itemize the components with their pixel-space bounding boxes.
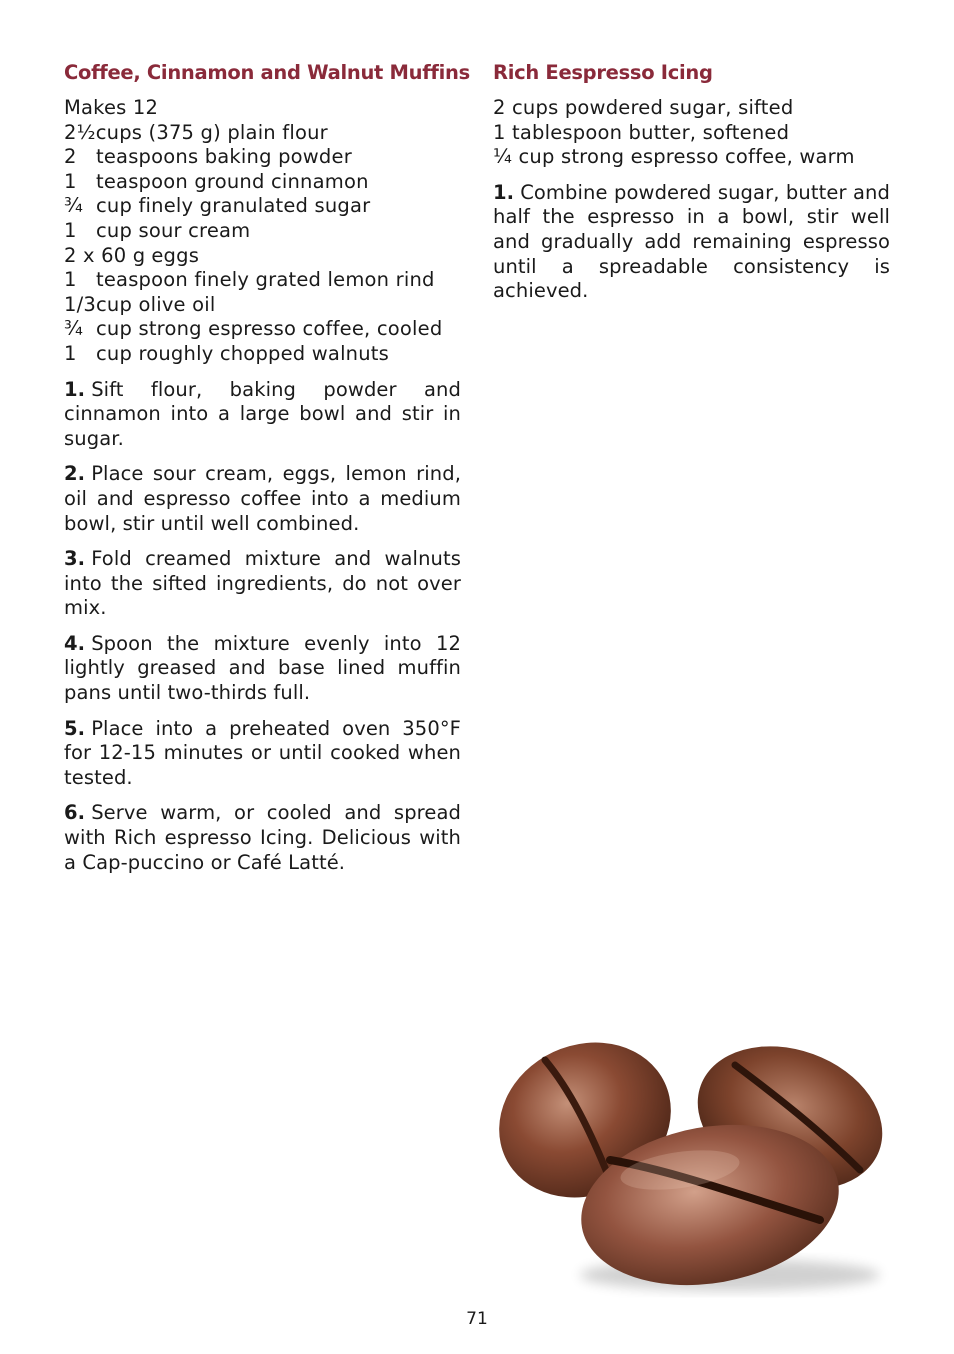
icing-recipe xyxy=(493,58,890,315)
ingredient-line: 2 cups powdered sugar, sifted xyxy=(493,96,794,119)
muffins-title: Coffee, Cinnamon and Walnut Muffins xyxy=(64,61,470,84)
muffins-recipe xyxy=(64,58,470,886)
ingredient-line: 2 x 60 g eggs xyxy=(64,243,200,267)
icing-ingredients xyxy=(493,96,890,170)
ingredient-line: 1 teaspoon finely grated lemon rind xyxy=(64,268,435,292)
coffee-beans-icon xyxy=(490,1020,910,1300)
icing-title: Rich Eespresso Icing xyxy=(493,61,713,84)
step: 6. Serve warm, or cooled and spread with Rich espresso Icing. Delicious with a Cap-puccino or Café Latté. xyxy=(64,801,461,874)
step: 4. Spoon the mixture evenly into 12 lightly greased and base lined muffin pans until two-thirds full. xyxy=(64,631,461,705)
ingredient-line: 1 cup sour cream xyxy=(64,218,251,242)
muffins-ingredients xyxy=(64,96,461,367)
page-number: 71 xyxy=(466,1309,488,1329)
ingredient-line: 2 teaspoons baking powder xyxy=(64,145,352,169)
step: 1. Combine powdered sugar, butter and half the espresso in a bowl, stir well and gradually add remaining espresso until a spreadable consistency is achieved. xyxy=(493,180,890,303)
ingredient-line: ¼ cup strong espresso coffee, warm xyxy=(493,145,855,169)
ingredient-line: 2½cups (375 g) plain flour xyxy=(64,120,328,144)
ingredient-line: ¾ cup strong espresso coffee, cooled xyxy=(64,317,443,341)
ingredient-line: 1/3cup olive oil xyxy=(64,292,216,316)
ingredient-line: 1 cup roughly chopped walnuts xyxy=(64,341,390,365)
ingredient-line: ¾ cup finely granulated sugar xyxy=(64,194,371,218)
step: 3. Fold creamed mixture and walnuts into the sifted ingredients, do not over mix. xyxy=(64,547,461,620)
makes-line: Makes 12 xyxy=(64,96,159,119)
step: 2. Place sour cream, eggs, lemon rind, oil and espresso coffee into a medium bowl, stir until well combined. xyxy=(64,462,461,535)
step: 5. Place into a preheated oven 350°F for 12-15 minutes or until cooked when tested. xyxy=(64,716,461,789)
ingredient-line: 1 tablespoon butter, softened xyxy=(493,120,790,144)
step: 1. Sift flour, baking powder and cinnamon into a large bowl and stir in sugar. xyxy=(64,377,461,450)
ingredient-line: 1 teaspoon ground cinnamon xyxy=(64,169,369,193)
